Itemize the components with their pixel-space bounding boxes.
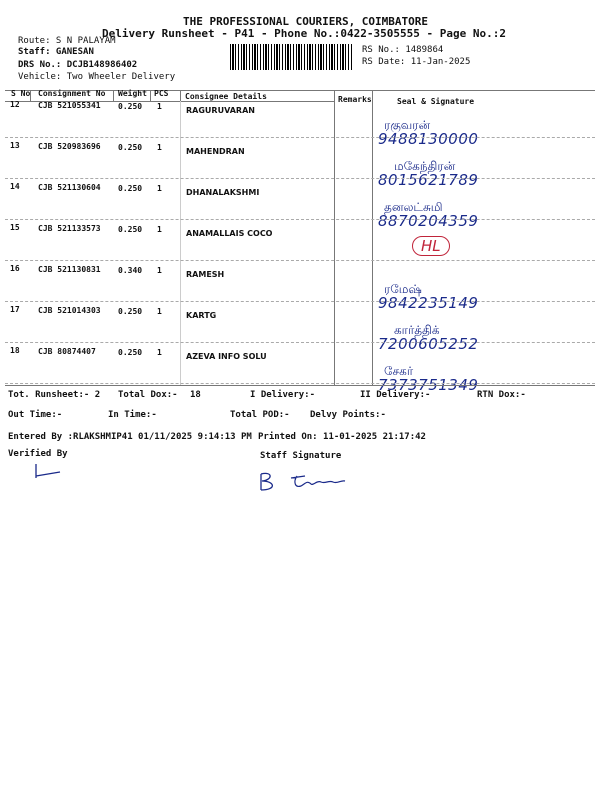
runsheet-title: Delivery Runsheet - P41 - Phone No.:0422-3505555 - Page No.:2 <box>102 27 506 40</box>
row-pcs: 1 <box>157 143 162 152</box>
row-consignment-no: CJB 80874407 <box>38 347 96 356</box>
row-weight: 0.250 <box>118 225 143 234</box>
row-consignee: ANAMALLAIS COCO <box>186 229 273 238</box>
row-signature-name: ரமேஷ் <box>384 282 422 296</box>
row-signature-phone: 8015621789 <box>378 171 479 189</box>
row-signature-initials: HL <box>412 236 450 256</box>
route-label: Route: S N PALAYAM <box>18 36 116 46</box>
col-header-consignee: Consignee Details <box>185 92 267 101</box>
col-divider <box>150 90 151 102</box>
row-sno: 16 <box>10 264 20 273</box>
col-header-sno: S No <box>11 89 31 98</box>
totals-top-border <box>5 385 595 386</box>
row-consignment-no: CJB 521133573 <box>38 224 101 233</box>
row-signature-name: சேகர் <box>384 364 414 378</box>
rtn-dox: RTN Dox:- <box>477 390 526 400</box>
row-weight: 0.250 <box>118 184 143 193</box>
row-consignment-no: CJB 520983696 <box>38 142 101 151</box>
row-pcs: 1 <box>157 266 162 275</box>
row-consignee: RAGURUVARAN <box>186 106 255 115</box>
row-consignment-no: CJB 521055341 <box>38 101 101 110</box>
entered-by: Entered By :RLAKSHMIP41 01/11/2025 9:14:13 PM <box>8 432 252 442</box>
i-delivery: I Delivery:- <box>250 390 316 400</box>
barcode-image <box>230 44 352 70</box>
ii-delivery: II Delivery:- <box>360 390 431 400</box>
row-pcs: 1 <box>157 348 162 357</box>
row-divider <box>5 178 595 179</box>
row-signature-name: ரகுவரன் <box>384 118 431 132</box>
verified-by: Verified By <box>8 449 68 459</box>
signature-divider <box>372 90 373 385</box>
drs-number: DRS No.: DCJB148986402 <box>18 60 138 70</box>
vehicle-label: Vehicle: Two Wheeler Delivery <box>18 72 176 82</box>
row-signature-phone: 9488130000 <box>378 130 479 148</box>
col-header-signature: Seal & Signature <box>397 97 475 106</box>
row-weight: 0.250 <box>118 143 143 152</box>
row-divider <box>5 137 595 138</box>
staff-signature-scrawl <box>255 468 355 496</box>
row-divider <box>5 260 595 261</box>
in-time: In Time:- <box>108 410 157 420</box>
row-pcs: 1 <box>157 225 162 234</box>
row-signature-name: தனலட்சுமி <box>384 200 443 214</box>
company-title: THE PROFESSIONAL COURIERS, COIMBATORE <box>183 15 429 28</box>
row-sno: 18 <box>10 346 20 355</box>
row-signature-phone: 7200605252 <box>378 335 479 353</box>
row-signature-phone: 9842235149 <box>378 294 479 312</box>
total-dox-value: 18 <box>190 390 201 400</box>
row-weight: 0.250 <box>118 348 143 357</box>
row-signature-name: கார்த்திக் <box>394 323 440 337</box>
row-sno: 17 <box>10 305 20 314</box>
row-signature-phone: 7373751349 <box>378 376 479 394</box>
row-consignee: DHANALAKSHMI <box>186 188 260 197</box>
out-time: Out Time:- <box>8 410 63 420</box>
delvy-points: Delvy Points:- <box>310 410 386 420</box>
row-sno: 13 <box>10 141 20 150</box>
row-consignee: RAMESH <box>186 270 225 279</box>
total-dox-label: Total Dox:- <box>118 390 178 400</box>
row-divider <box>5 219 595 220</box>
staff-signature-label: Staff Signature <box>260 451 342 461</box>
row-signature-name: மகேந்திரன் <box>394 159 456 173</box>
row-sno: 12 <box>10 100 20 109</box>
col-header-weight: Weight <box>118 89 147 98</box>
col-divider <box>113 90 114 102</box>
row-weight: 0.340 <box>118 266 143 275</box>
row-consignment-no: CJB 521014303 <box>38 306 101 315</box>
row-consignee: MAHENDRAN <box>186 147 245 156</box>
row-pcs: 1 <box>157 307 162 316</box>
col-header-pcs: PCS <box>154 89 169 98</box>
total-pod: Total POD:- <box>230 410 290 420</box>
row-signature-phone: 8870204359 <box>378 212 479 230</box>
verified-by-mark <box>28 462 68 482</box>
rs-number: RS No.: 1489864 <box>362 45 444 55</box>
tot-runsheet: Tot. Runsheet:- 2 <box>8 390 101 400</box>
row-divider <box>5 342 595 343</box>
row-divider <box>5 383 595 384</box>
row-consignment-no: CJB 521130604 <box>38 183 101 192</box>
row-sno: 15 <box>10 223 20 232</box>
row-sno: 14 <box>10 182 20 191</box>
col-header-remarks: Remarks <box>338 95 372 104</box>
rs-date: RS Date: 11-Jan-2025 <box>362 57 471 67</box>
row-consignment-no: CJB 521130831 <box>38 265 101 274</box>
row-pcs: 1 <box>157 102 162 111</box>
row-consignee: KARTG <box>186 311 217 320</box>
row-weight: 0.250 <box>118 102 143 111</box>
row-pcs: 1 <box>157 184 162 193</box>
row-divider <box>5 301 595 302</box>
row-weight: 0.250 <box>118 307 143 316</box>
printed-on: Printed On: 11-01-2025 21:17:42 <box>258 432 426 442</box>
staff-label: Staff: GANESAN <box>18 47 94 57</box>
remarks-divider <box>334 90 335 385</box>
col-header-consignment: Consignment No <box>38 89 106 98</box>
row-consignee: AZEVA INFO SOLU <box>186 352 267 361</box>
